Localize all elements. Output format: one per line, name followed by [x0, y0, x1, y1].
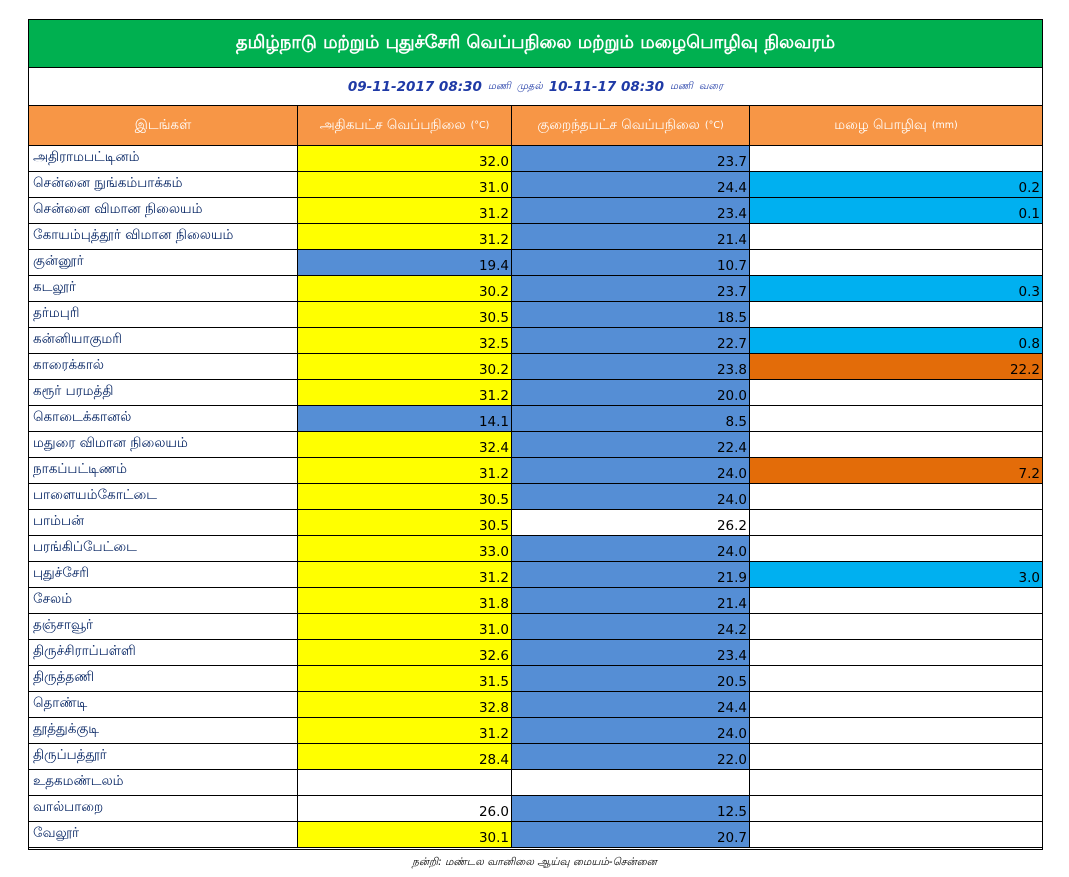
cell-max-temp: 31.2	[298, 224, 512, 250]
date-to: 10-11-17 08:30	[548, 78, 664, 95]
cell-rain	[750, 692, 1042, 718]
cell-place: புதுச்சேரி	[29, 562, 298, 588]
cell-min-temp: 12.5	[512, 796, 750, 822]
cell-min-temp: 20.7	[512, 822, 750, 848]
weather-table	[28, 19, 1043, 850]
cell-rain	[750, 536, 1042, 562]
cell-min-temp: 8.5	[512, 406, 750, 432]
cell-min-temp: 23.7	[512, 276, 750, 302]
footer-credit: நன்றி: மண்டல வானிலை ஆய்வு மையம்-சென்னை	[412, 855, 657, 868]
header-max-temp-label: அதிகபட்ச வெப்பநிலை	[319, 116, 466, 133]
cell-max-temp: 32.6	[298, 640, 512, 666]
table-row	[29, 198, 1042, 224]
table-row	[29, 796, 1042, 822]
cell-rain	[750, 250, 1042, 276]
cell-max-temp: 14.1	[298, 406, 512, 432]
cell-min-temp: 22.0	[512, 744, 750, 770]
cell-rain: 0.2	[750, 172, 1042, 198]
cell-rain	[750, 588, 1042, 614]
table-header	[29, 106, 1042, 146]
cell-min-temp: 24.0	[512, 536, 750, 562]
table-row	[29, 172, 1042, 198]
cell-min-temp: 20.5	[512, 666, 750, 692]
cell-min-temp: 21.4	[512, 224, 750, 250]
table-row	[29, 354, 1042, 380]
cell-place: காரைக்கால்	[29, 354, 298, 380]
cell-max-temp: 31.0	[298, 614, 512, 640]
table-row	[29, 146, 1042, 172]
cell-place: பரங்கிப்பேட்டை	[29, 536, 298, 562]
header-rain-label: மழை பொழிவு	[834, 116, 927, 133]
cell-rain	[750, 146, 1042, 172]
table-title: தமிழ்நாடு மற்றும் புதுச்சேரி வெப்பநிலை மற்றும் மழைபொழிவு நிலவரம்	[29, 20, 1042, 68]
cell-min-temp: 23.4	[512, 198, 750, 224]
cell-place: பாம்பன்	[29, 510, 298, 536]
table-row	[29, 718, 1042, 744]
table-row	[29, 432, 1042, 458]
cell-max-temp: 28.4	[298, 744, 512, 770]
cell-rain	[750, 484, 1042, 510]
date-range	[29, 68, 1042, 106]
cell-max-temp: 30.1	[298, 822, 512, 848]
cell-min-temp: 23.7	[512, 146, 750, 172]
table-row	[29, 458, 1042, 484]
cell-rain	[750, 614, 1042, 640]
cell-place: சென்னை விமான நிலையம்	[29, 198, 298, 224]
header-min-temp-unit: (°C)	[704, 120, 724, 131]
cell-place: கன்னியாகுமரி	[29, 328, 298, 354]
cell-max-temp: 30.2	[298, 276, 512, 302]
cell-place: திருச்சிராப்பள்ளி	[29, 640, 298, 666]
cell-min-temp: 26.2	[512, 510, 750, 536]
cell-rain	[750, 640, 1042, 666]
cell-rain: 0.3	[750, 276, 1042, 302]
cell-place: சேலம்	[29, 588, 298, 614]
table-row	[29, 666, 1042, 692]
cell-max-temp	[298, 770, 512, 796]
cell-place: கோயம்புத்தூர் விமான நிலையம்	[29, 224, 298, 250]
cell-rain	[750, 510, 1042, 536]
cell-place: தஞ்சாவூர்	[29, 614, 298, 640]
cell-max-temp: 19.4	[298, 250, 512, 276]
cell-rain: 7.2	[750, 458, 1042, 484]
table-body	[29, 146, 1042, 848]
cell-min-temp: 24.4	[512, 172, 750, 198]
cell-rain	[750, 224, 1042, 250]
cell-min-temp: 22.4	[512, 432, 750, 458]
cell-max-temp: 32.5	[298, 328, 512, 354]
table-row	[29, 484, 1042, 510]
cell-rain: 0.8	[750, 328, 1042, 354]
cell-place: மதுரை விமான நிலையம்	[29, 432, 298, 458]
cell-max-temp: 33.0	[298, 536, 512, 562]
cell-min-temp: 20.0	[512, 380, 750, 406]
cell-min-temp: 21.4	[512, 588, 750, 614]
cell-place: திருப்பத்தூர்	[29, 744, 298, 770]
table-row	[29, 224, 1042, 250]
date-to-unit: மணி	[670, 80, 693, 92]
cell-rain	[750, 770, 1042, 796]
date-from: 09-11-2017 08:30	[347, 78, 482, 95]
cell-rain	[750, 432, 1042, 458]
cell-max-temp: 31.2	[298, 718, 512, 744]
cell-place: குன்னூர்	[29, 250, 298, 276]
cell-min-temp: 24.0	[512, 484, 750, 510]
cell-max-temp: 30.5	[298, 484, 512, 510]
header-place-label: இடங்கள்	[134, 116, 192, 133]
header-max-temp	[298, 106, 512, 145]
cell-min-temp: 24.0	[512, 718, 750, 744]
date-from-word: முதல்	[516, 80, 543, 92]
cell-place: கரூர் பரமத்தி	[29, 380, 298, 406]
cell-min-temp	[512, 770, 750, 796]
cell-min-temp: 21.9	[512, 562, 750, 588]
cell-max-temp: 30.5	[298, 302, 512, 328]
table-row	[29, 744, 1042, 770]
cell-place: கொடைக்கானல்	[29, 406, 298, 432]
cell-max-temp: 30.5	[298, 510, 512, 536]
cell-max-temp: 32.8	[298, 692, 512, 718]
cell-min-temp: 24.4	[512, 692, 750, 718]
cell-place: அதிராமபட்டினம்	[29, 146, 298, 172]
cell-max-temp: 31.5	[298, 666, 512, 692]
cell-place: உதகமண்டலம்	[29, 770, 298, 796]
cell-min-temp: 10.7	[512, 250, 750, 276]
cell-max-temp: 30.2	[298, 354, 512, 380]
cell-rain	[750, 822, 1042, 848]
cell-min-temp: 18.5	[512, 302, 750, 328]
table-row	[29, 380, 1042, 406]
table-row	[29, 406, 1042, 432]
cell-place: தூத்துக்குடி	[29, 718, 298, 744]
cell-min-temp: 23.8	[512, 354, 750, 380]
cell-max-temp: 32.0	[298, 146, 512, 172]
table-row	[29, 536, 1042, 562]
table-row	[29, 250, 1042, 276]
header-min-temp-label: குறைந்தபட்ச வெப்பநிலை	[537, 116, 700, 133]
cell-max-temp: 31.2	[298, 380, 512, 406]
cell-min-temp: 24.2	[512, 614, 750, 640]
cell-place: பாளையம்கோட்டை	[29, 484, 298, 510]
cell-rain: 0.1	[750, 198, 1042, 224]
table-row	[29, 614, 1042, 640]
header-place	[29, 106, 298, 145]
cell-rain	[750, 406, 1042, 432]
header-min-temp	[512, 106, 750, 145]
cell-rain	[750, 380, 1042, 406]
cell-place: தர்மபுரி	[29, 302, 298, 328]
table-row	[29, 640, 1042, 666]
cell-max-temp: 31.8	[298, 588, 512, 614]
header-rain	[750, 106, 1042, 145]
date-from-unit: மணி	[487, 80, 511, 92]
cell-rain	[750, 796, 1042, 822]
cell-rain	[750, 718, 1042, 744]
cell-max-temp: 31.2	[298, 458, 512, 484]
cell-place: நாகப்பட்டிணம்	[29, 458, 298, 484]
cell-rain	[750, 744, 1042, 770]
cell-place: கடலூர்	[29, 276, 298, 302]
cell-place: தொண்டி	[29, 692, 298, 718]
cell-place: வால்பாறை	[29, 796, 298, 822]
cell-rain: 22.2	[750, 354, 1042, 380]
table-row	[29, 562, 1042, 588]
date-to-word: வரை	[698, 80, 724, 92]
cell-place: சென்னை நுங்கம்பாக்கம்	[29, 172, 298, 198]
cell-rain	[750, 302, 1042, 328]
header-rain-unit: (mm)	[931, 120, 958, 131]
cell-max-temp: 26.0	[298, 796, 512, 822]
cell-min-temp: 24.0	[512, 458, 750, 484]
cell-min-temp: 23.4	[512, 640, 750, 666]
cell-place: திருத்தணி	[29, 666, 298, 692]
header-max-temp-unit: (°C)	[470, 120, 490, 131]
cell-min-temp: 22.7	[512, 328, 750, 354]
table-row	[29, 588, 1042, 614]
table-row	[29, 770, 1042, 796]
cell-rain	[750, 666, 1042, 692]
cell-place: வேலூர்	[29, 822, 298, 848]
table-row	[29, 692, 1042, 718]
cell-max-temp: 31.2	[298, 198, 512, 224]
cell-rain: 3.0	[750, 562, 1042, 588]
table-row	[29, 302, 1042, 328]
cell-max-temp: 32.4	[298, 432, 512, 458]
table-row	[29, 328, 1042, 354]
table-row	[29, 510, 1042, 536]
table-row	[29, 822, 1042, 848]
cell-max-temp: 31.0	[298, 172, 512, 198]
cell-max-temp: 31.2	[298, 562, 512, 588]
table-row	[29, 276, 1042, 302]
